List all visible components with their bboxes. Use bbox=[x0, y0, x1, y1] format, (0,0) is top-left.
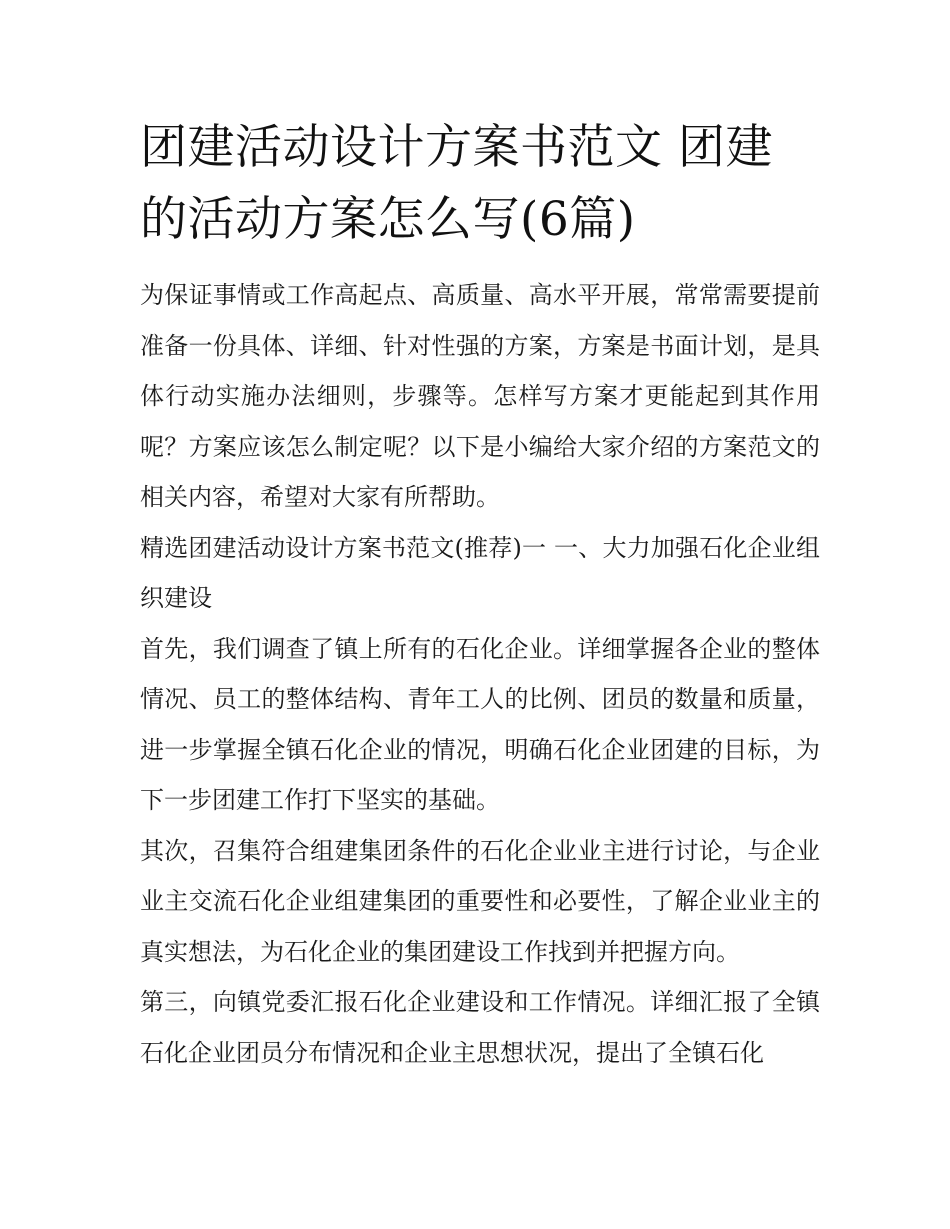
section-heading: 精选团建活动设计方案书范文(推荐)一 一、大力加强石化企业组织建设 bbox=[140, 533, 820, 612]
intro-paragraph: 为保证事情或工作高起点、高质量、高水平开展，常常需要提前准备一份具体、详细、针对性强的方案，方案是书面计划，是具体行动实施办法细则，步骤等。怎样写方案才更能起到其作用呢？方案应该怎么制定呢？以下是小编给大家介绍的方案范文的相关内容，希望对大家有所帮助。 bbox=[140, 281, 820, 511]
body-paragraph-second: 其次，召集符合组建集团条件的石化企业业主进行讨论，与企业业主交流石化企业组建集团的重要性和必要性，了解企业业主的真实想法，为石化企业的集团建设工作找到并把握方向。 bbox=[140, 836, 820, 966]
body-paragraph-first: 首先，我们调查了镇上所有的石化企业。详细掌握各企业的整体情况、员工的整体结构、青年工人的比例、团员的数量和质量，进一步掌握全镇石化企业的情况，明确石化企业团建的目标，为下一步团建工作打下坚实的基础。 bbox=[140, 634, 820, 814]
document-title: 团建活动设计方案书范文 团建的活动方案怎么写(6篇) bbox=[140, 120, 773, 247]
document-page bbox=[140, 112, 820, 1078]
document-body bbox=[140, 270, 820, 1078]
body-paragraph-third: 第三，向镇党委汇报石化企业建设和工作情况。详细汇报了全镇石化企业团员分布情况和企业主思想状况，提出了全镇石化 bbox=[140, 988, 820, 1067]
